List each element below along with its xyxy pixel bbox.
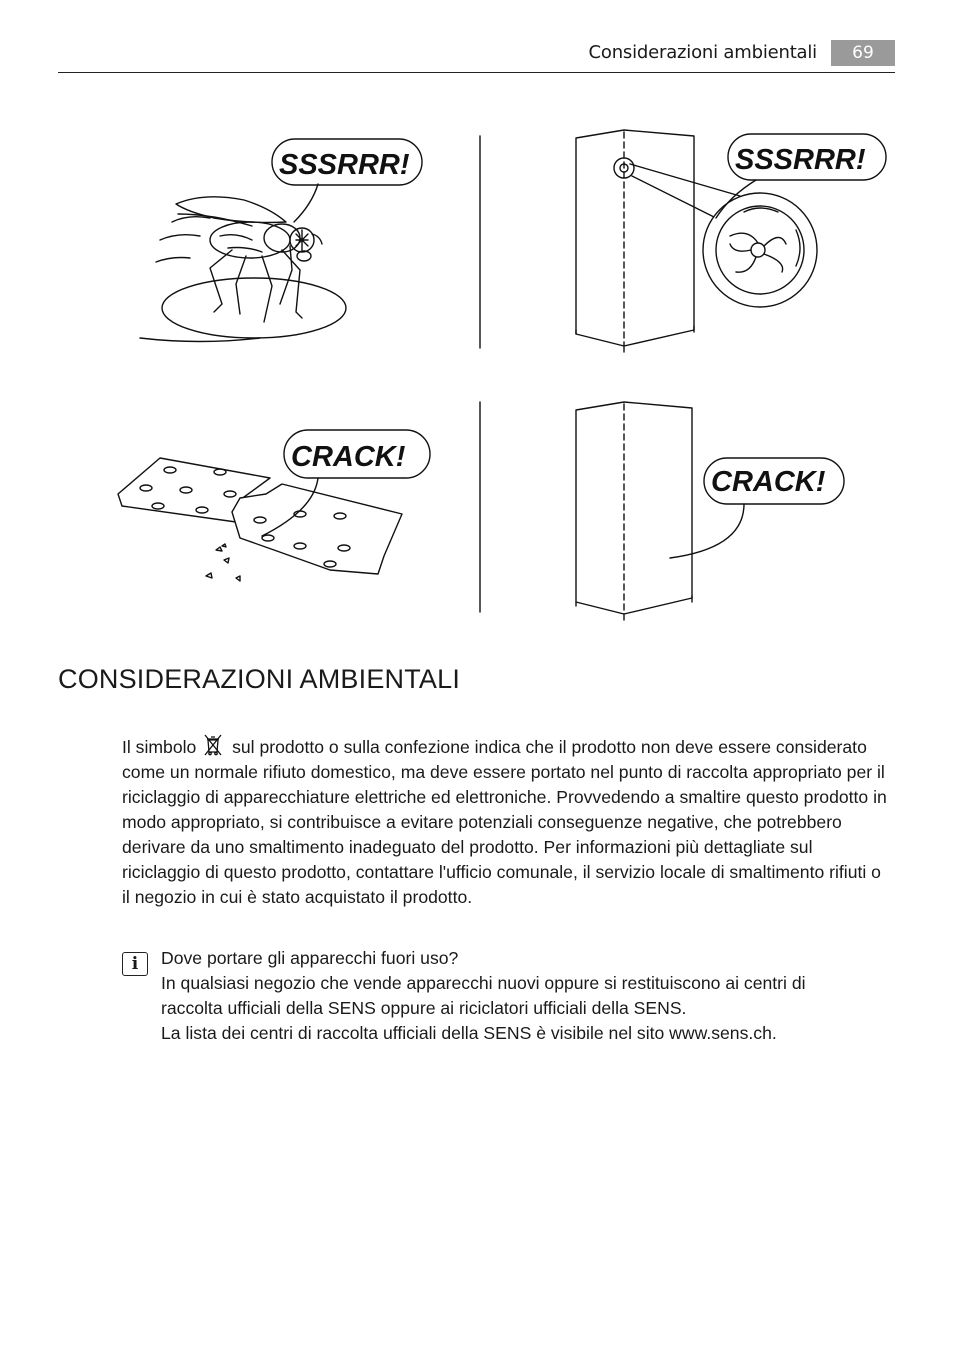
info-icon: i	[122, 952, 148, 976]
fly-bubble-text: SSSRRR!	[279, 149, 410, 181]
crossed-bin-icon	[203, 734, 223, 756]
noise-illustrations	[0, 0, 954, 640]
info-line-3: La lista dei centri di raccolta ufficiali della SENS è visibile nel sito www.sens.ch.	[161, 1023, 777, 1043]
cracker-bubble-text: CRACK!	[291, 441, 406, 473]
fridge-crack-bubble-text: CRACK!	[711, 466, 826, 498]
header-title: Considerazioni ambientali	[588, 42, 817, 63]
info-question: Dove portare gli apparecchi fuori uso?	[161, 948, 459, 968]
fridge-crack-icon	[576, 402, 692, 620]
info-line-2: raccolta ufficiali della SENS oppure ai riciclatori ufficiali della SENS.	[161, 998, 687, 1018]
paragraph-body: sul prodotto o sulla confezione indica che il prodotto non deve essere considerato come un normale rifiuto domestico, ma deve essere portato nel punto di raccolta appropriato per il riciclaggio di apparecchiature elettriche ed elettroniche. Provvedendo a smaltire questo prodotto in modo appropriato, si contribuisce a evitare potenziali conseguenze negative, che potrebbero derivare da uno smaltimento inadeguato del prodotto. Per informazioni più dettagliate sul riciclaggio di questo prodotto, contattare l'ufficio comunale, il servizio locale di smaltimento rifiuti o il negozio in cui è stato acquistato il prodotto.	[122, 737, 887, 907]
page-number: 69	[831, 40, 895, 66]
illustration-canvas	[0, 0, 954, 640]
fly-icon	[140, 197, 346, 342]
fridge-fan-bubble-text: SSSRRR!	[735, 144, 866, 176]
weee-paragraph	[122, 734, 892, 910]
paragraph-lead: Il simbolo	[122, 737, 197, 757]
section-title: CONSIDERAZIONI AMBIENTALI	[58, 664, 461, 694]
info-line-1: In qualsiasi negozio che vende apparecchi nuovi oppure si restituiscono ai centri di	[161, 973, 806, 993]
